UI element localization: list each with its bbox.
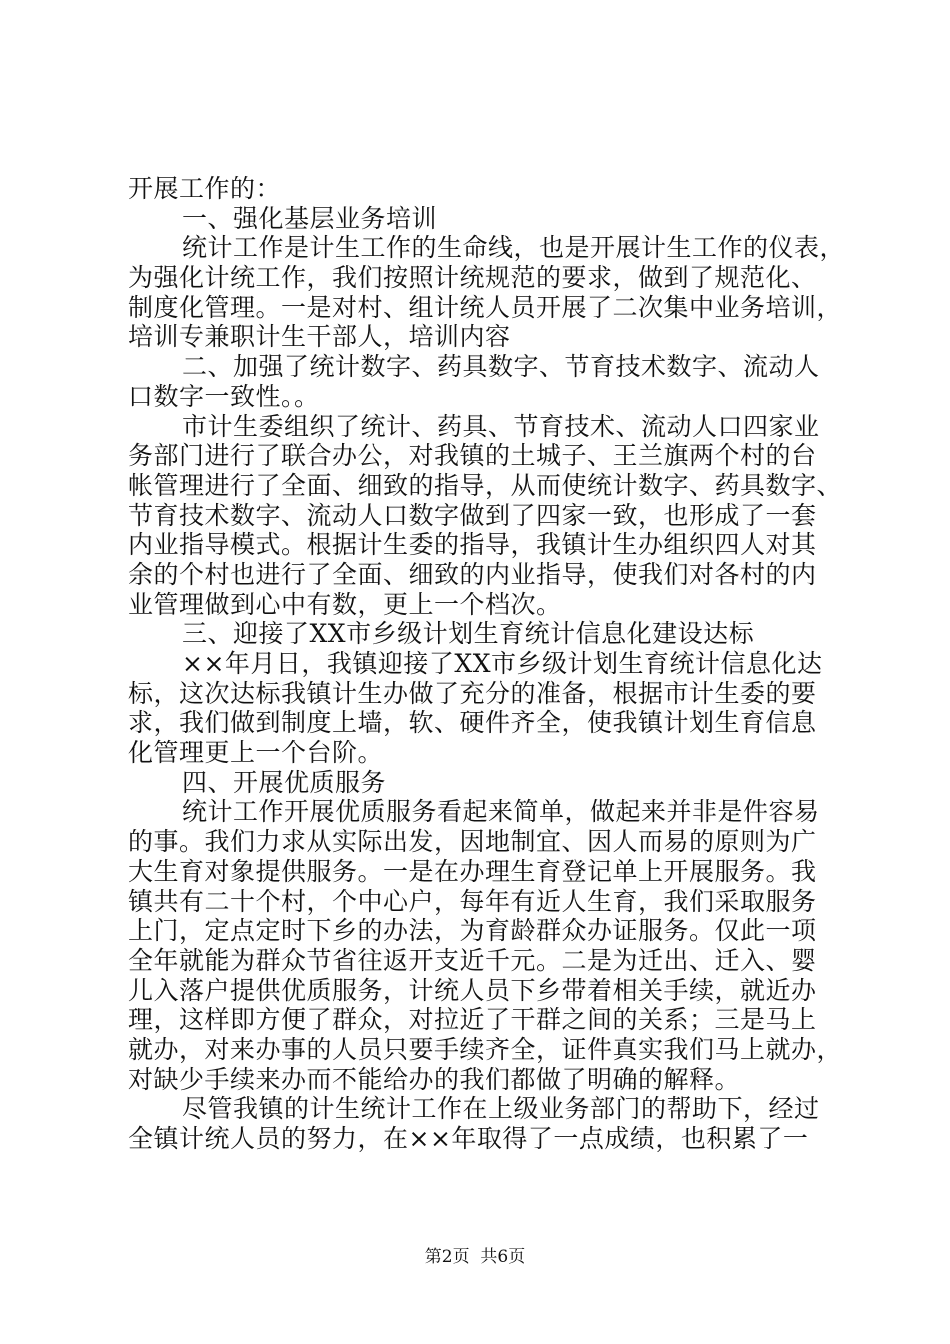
section-heading: 四、开展优质服务 bbox=[182, 767, 387, 797]
text-line: 对缺少手续来办而不能给办的我们都做了明确的解释。 bbox=[128, 1064, 741, 1094]
text-line: 培训专兼职计生干部人，培训内容 bbox=[128, 322, 511, 352]
text-line: 余的个村也进行了全面、细致的内业指导，使我们对各村的内 bbox=[128, 559, 817, 589]
text-line: 的事。我们力求从实际出发，因地制宜、因人而易的原则为广 bbox=[128, 827, 817, 857]
text-line: 帐管理进行了全面、细致的指导，从而使统计数字、药具数字、 bbox=[128, 470, 843, 500]
text-line: 市计生委组织了统计、药具、节育技术、流动人口四家业 bbox=[182, 411, 820, 441]
text-line: 开展工作的： bbox=[128, 174, 282, 203]
text-line: 统计工作是计生工作的生命线，也是开展计生工作的仪表， bbox=[182, 233, 846, 263]
text-line: 全镇计统人员的努力，在××年取得了一点成绩，也积累了一 bbox=[128, 1124, 809, 1153]
text-line: 统计工作开展优质服务看起来简单，做起来并非是件容易 bbox=[182, 797, 820, 827]
text-line: 理，这样即方便了群众，对拉近了干群之间的关系；三是马上 bbox=[128, 1005, 817, 1035]
text-line: 儿入落户提供优质服务，计统人员下乡带着相关手续，就近办 bbox=[128, 975, 817, 1005]
text-line: 就办，对来办事的人员只要手续齐全，证件真实我们马上就办， bbox=[128, 1034, 843, 1064]
text-line: 节育技术数字、流动人口数字做到了四家一致，也形成了一套 bbox=[128, 500, 817, 530]
text-line: 大生育对象提供服务。一是在办理生育登记单上开展服务。我 bbox=[128, 856, 817, 886]
section-heading: 三、迎接了XX市乡级计划生育统计信息化建设达标 bbox=[182, 619, 755, 649]
page-number: 第2页 bbox=[424, 1247, 470, 1267]
text-line: 内业指导模式。根据计生委的指导，我镇计生办组织四人对其 bbox=[128, 530, 817, 560]
text-line: 求，我们做到制度上墙，软、硬件齐全，使我镇计划生育信息 bbox=[128, 708, 817, 738]
page-total: 共6页 bbox=[480, 1247, 526, 1267]
section-heading: 一、强化基层业务培训 bbox=[182, 203, 438, 233]
text-line: 全年就能为群众节省往返开支近千元。二是为迁出、迁入、婴 bbox=[128, 945, 817, 975]
text-line: 务部门进行了联合办公，对我镇的土城子、王兰旗两个村的台 bbox=[128, 441, 817, 471]
section-heading: 二、加强了统计数字、药具数字、节育技术数字、流动人 bbox=[182, 352, 820, 382]
document-body bbox=[128, 174, 844, 1154]
text-line: 尽管我镇的计生统计工作在上级业务部门的帮助下，经过 bbox=[182, 1094, 820, 1124]
text-line: 为强化计统工作，我们按照计统规范的要求，做到了规范化、 bbox=[128, 263, 817, 293]
text-line: 镇共有二十个村，个中心户，每年有近人生育，我们采取服务 bbox=[128, 886, 817, 916]
text-line: 上门，定点定时下乡的办法，为育龄群众办证服务。仅此一项 bbox=[128, 916, 817, 946]
text-line: 化管理更上一个台阶。 bbox=[128, 738, 384, 768]
text-line: 口数字一致性。。 bbox=[128, 381, 320, 411]
text-line: 业管理做到心中有数，更上一个档次。 bbox=[128, 589, 562, 619]
text-line: 制度化管理。一是对村、组计统人员开展了二次集中业务培训， bbox=[128, 292, 843, 322]
text-line: 标，这次达标我镇计生办做了充分的准备，根据市计生委的要 bbox=[128, 678, 817, 708]
text-line: ××年月日，我镇迎接了XX市乡级计划生育统计信息化达 bbox=[182, 649, 823, 678]
page-footer bbox=[0, 1246, 950, 1268]
